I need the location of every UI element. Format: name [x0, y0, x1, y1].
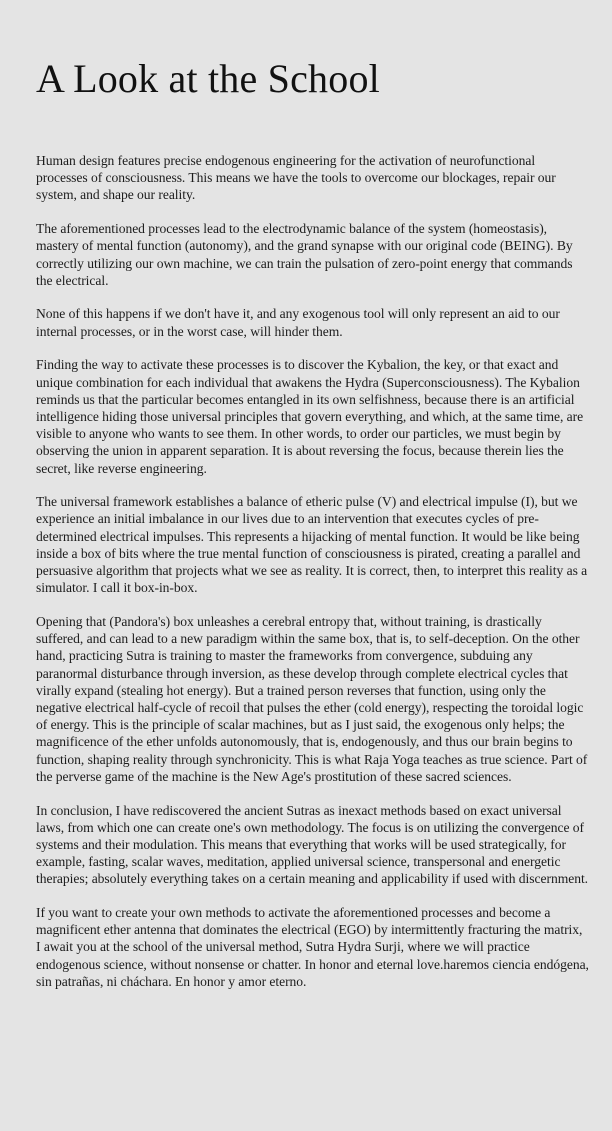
paragraph: If you want to create your own methods to activate the aforementioned processes and become a magnificent ether antenna that dominates the electrical (EGO) by intermittently fracturing the matrix, I await you at the school of the universal method, Sutra Hydra Surji, where we will practice endogenous science, without nonsense or chatter. In honor and eternal love.haremos ciencia endógena, sin patrañas, ni cháchara. En honor y amor eterno.	[36, 905, 589, 989]
page-title: A Look at the School	[36, 56, 380, 101]
paragraph: Finding the way to activate these processes is to discover the Kybalion, the key, or that exact and unique combination for each individual that awakens the Hydra (Superconsciousness). The Kybalion reminds us that the particular becomes entangled in its own selfishness, because there is an artificial intelligence hiding those universal principles that govern everything, and which, at the same time, are visible to anyone who wants to see them. In other words, to order our particles, we must begin by observing the union in apparent separation. It is about reversing the focus, because therein lies the secret, like reverse engineering.	[36, 357, 584, 476]
article-body	[36, 152, 590, 990]
paragraph: Human design features precise endogenous engineering for the activation of neurofunctional processes of consciousness. This means we have the tools to overcome our blockages, repair our system, and shape our reality.	[36, 153, 556, 203]
paragraph: The universal framework establishes a balance of etheric pulse (V) and electrical impulse (I), but we experience an initial imbalance in our lives due to an intervention that executes cycles of pre-determined electrical impulses. This represents a hijacking of mental function. It would be like being inside a box of bits where the true mental function of consciousness is pirated, creating a parallel and persuasive algorithm that projects what we see as reality. It is correct, then, to interpret this reality as a simulator. I call it box-in-box.	[36, 494, 588, 596]
paragraph: The aforementioned processes lead to the electrodynamic balance of the system (homeostasis), mastery of mental function (autonomy), and the grand synapse with our original code (BEING). By correctly utilizing our own machine, we can train the pulsation of zero-point energy that commands the electrical.	[36, 221, 573, 288]
paragraph: In conclusion, I have rediscovered the ancient Sutras as inexact methods based on exact universal laws, from which one can create one's own methodology. The focus is on utilizing the convergence of systems and their modulation. This means that everything that works will be used strategically, for example, fasting, scalar waves, meditation, applied universal science, transpersonal and energetic therapies; absolutely everything takes on a certain meaning and applicability if used with discernment.	[36, 802, 589, 887]
paragraph: Opening that (Pandora's) box unleashes a cerebral entropy that, without training, is drastically suffered, and can lead to a new paradigm within the same box, that is, to self-deception. On the other hand, practicing Sutra is training to master the frameworks from convergence, subduing any paranormal disturbance through inversion, as these develop through complete electrical cycles that virally expand (stealing hot energy). But a trained person reverses that function, using only the negative electrical half-cycle of recoil that pulses the ether (cold energy), respecting the toroidal logic of energy. This is the principle of scalar machines, but as I just said, the exogenous only helps; the magnificence of the ether unfolds autonomously, that is, endogenously, and thus our brain begins to function, shaping reality through synchronicity. This is what Raja Yoga teaches as true science. Part of the perverse game of the machine is the New Age's prostitution of these sacred sciences.	[36, 613, 588, 784]
paragraph: None of this happens if we don't have it, and any exogenous tool will only represent an aid to our internal processes, or in the worst case, will hinder them.	[36, 306, 560, 339]
